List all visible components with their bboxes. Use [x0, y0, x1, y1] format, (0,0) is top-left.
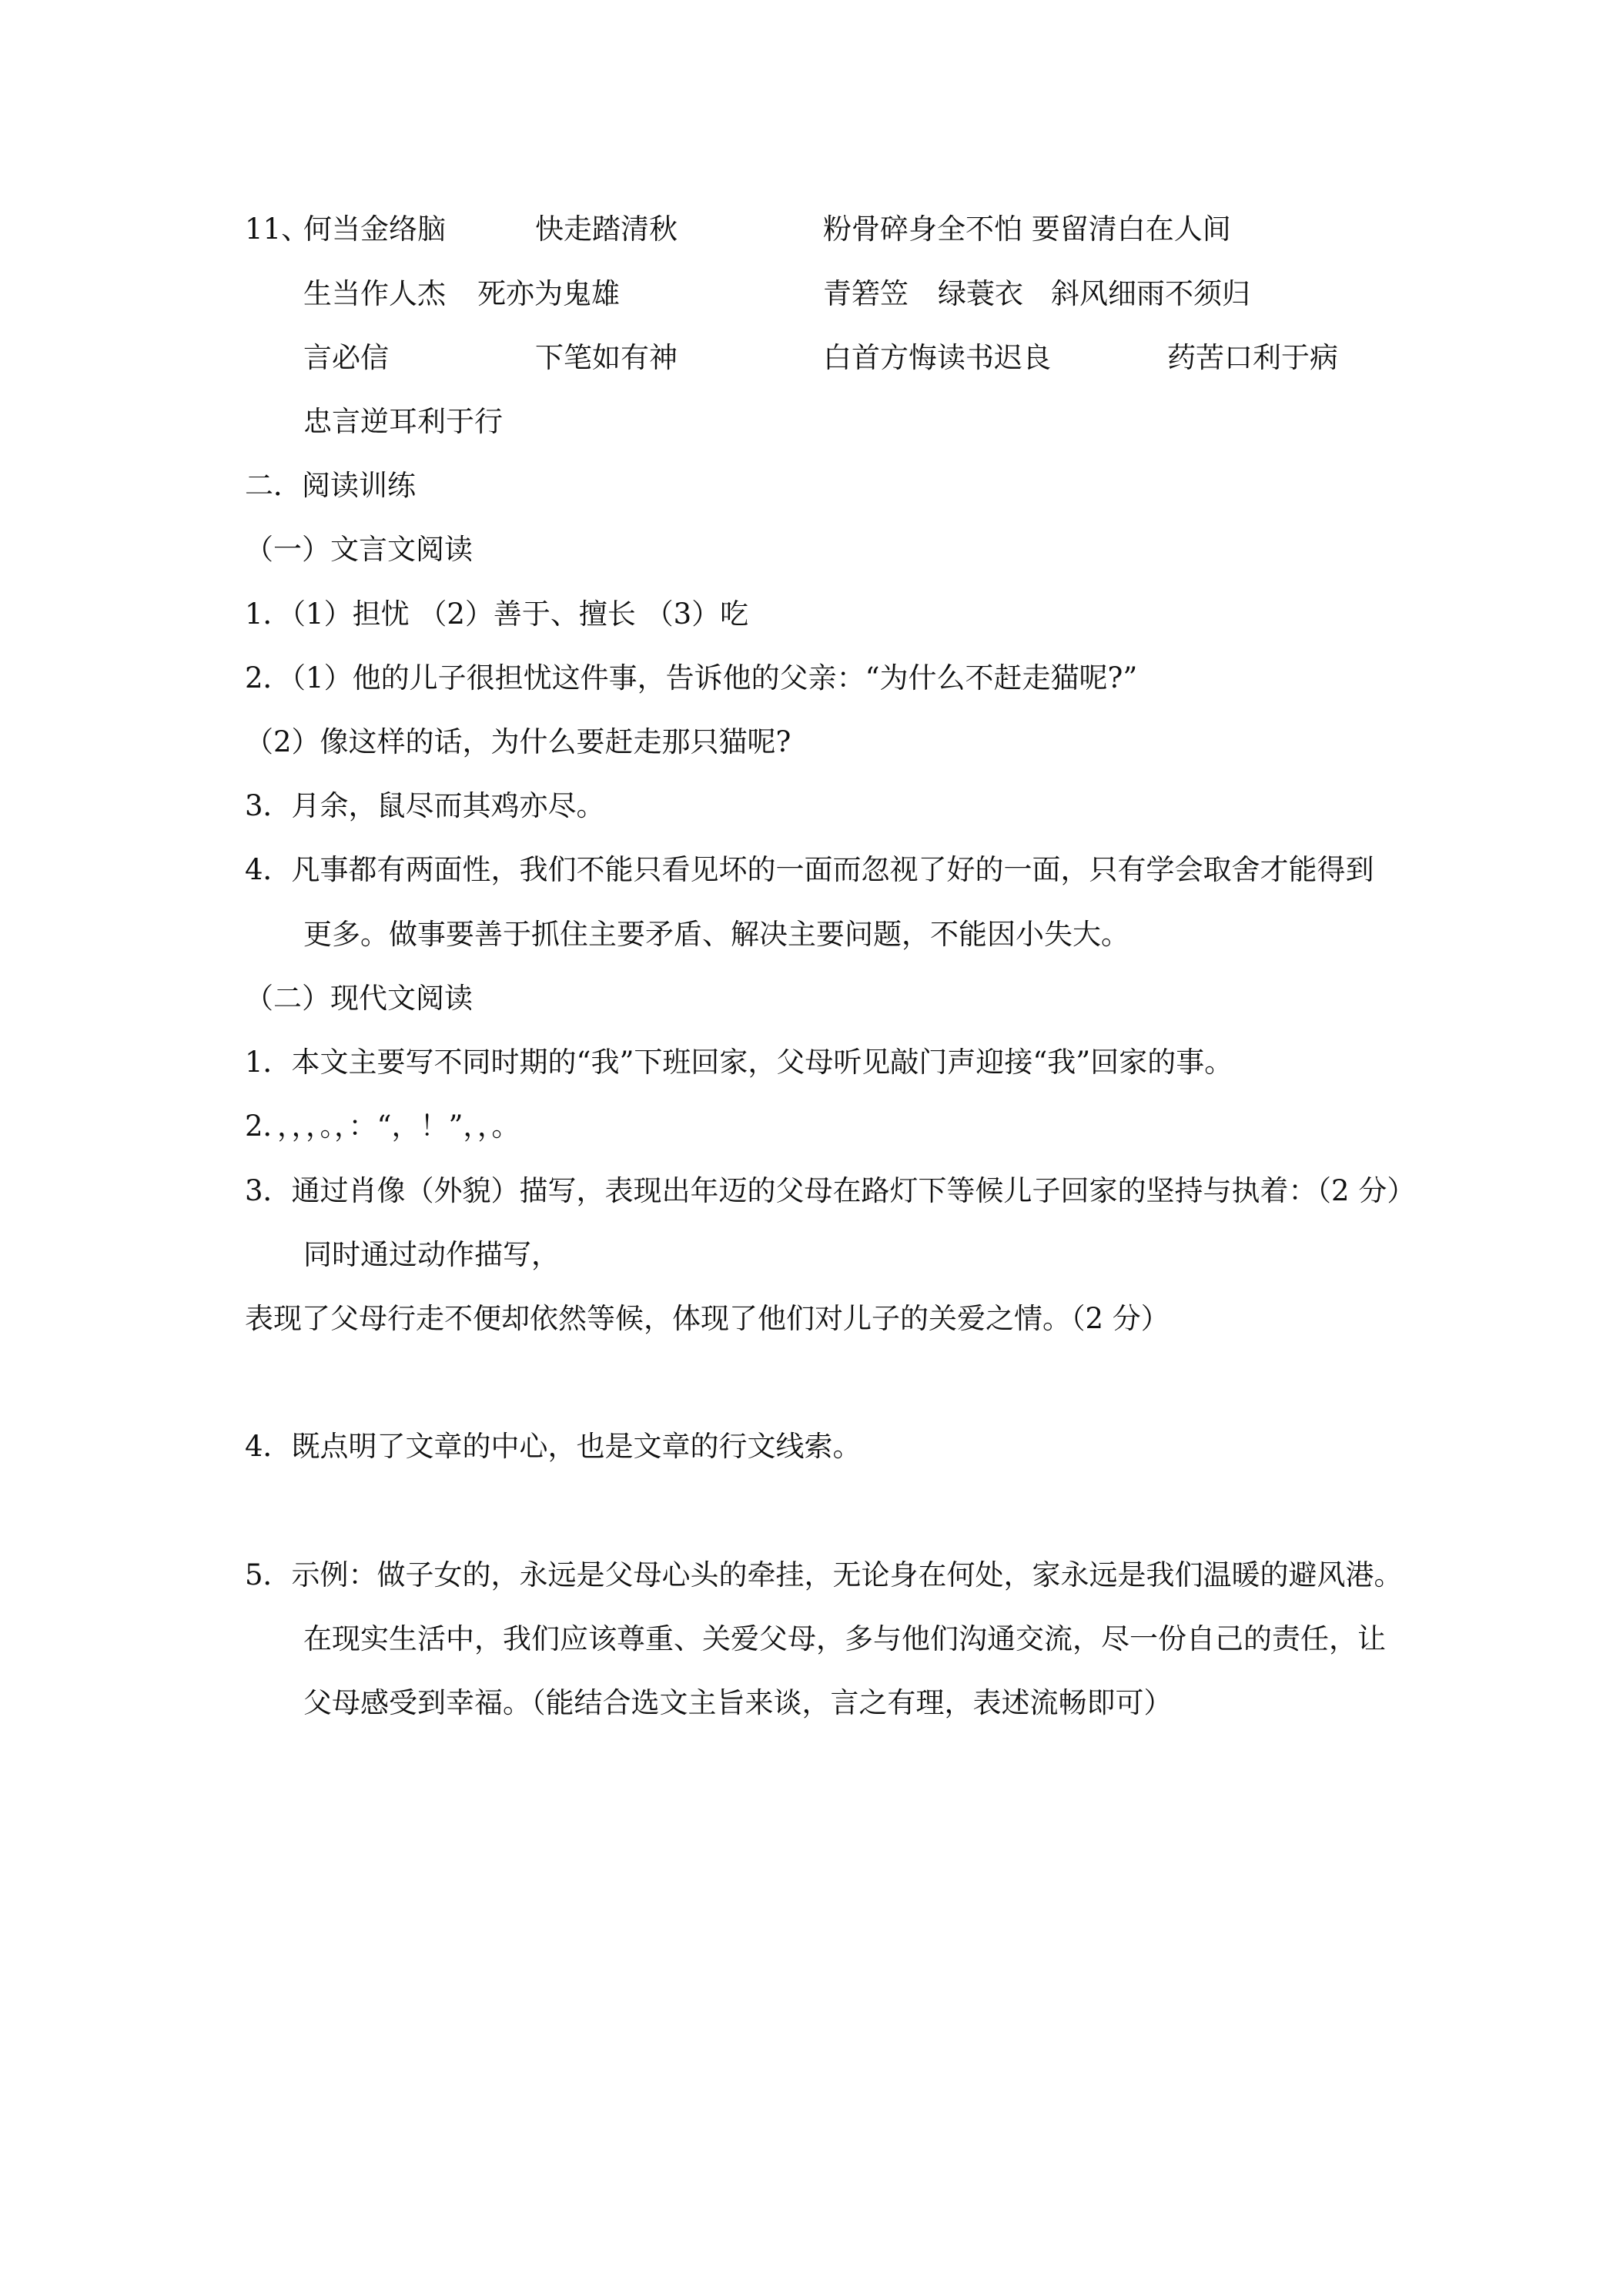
- answer-line: 3．通过肖像（外貌）描写，表现出年迈的父母在路灯下等候儿子回家的坚持与执着：（2 分）: [245, 1174, 1416, 1207]
- poem-line: 死亦为鬼雄: [477, 277, 620, 310]
- section-heading: 二．阅读训练: [245, 469, 416, 502]
- poem-line: 言必信: [303, 341, 389, 374]
- answer-line: 2．（1）他的儿子很担忧这件事，告诉他的父亲：“为什么不赶走猫呢?”: [245, 661, 1138, 694]
- subsection-heading: （二）现代文阅读: [245, 982, 473, 1015]
- answer-line: 4．凡事都有两面性，我们不能只看见坏的一面而忽视了好的一面，只有学会取舍才能得到: [245, 853, 1374, 886]
- answer-line: 更多。做事要善于抓住主要矛盾、解决主要问题，不能因小失大。: [303, 918, 1129, 951]
- poem-line: 青箬笠: [823, 277, 909, 310]
- subsection-heading: （一）文言文阅读: [245, 533, 473, 566]
- answer-line: 1．（1）担忧 （2）善于、擅长 （3）吃: [245, 597, 749, 631]
- poem-line: 药苦口利于病: [1167, 341, 1338, 374]
- poem-line: 快走踏清秋: [535, 213, 678, 246]
- answer-line: 表现了父母行走不便却依然等候，体现了他们对儿子的关爱之情。（2 分）: [245, 1302, 1170, 1335]
- poem-line: 何当金络脑: [303, 213, 446, 246]
- answer-line: 2．，，，。，：“，！”，，。: [245, 1110, 520, 1143]
- poem-line: 白首方悔读书迟良: [823, 341, 1051, 374]
- poem-line: 粉骨碎身全不怕 要留清白在人间: [823, 213, 1231, 246]
- answer-line: 3．月余，鼠尽而其鸡亦尽。: [245, 789, 605, 822]
- answer-line: 父母感受到幸福。（能结合选文主旨来谈，言之有理，表述流畅即可）: [303, 1686, 1173, 1719]
- q11-number: 11、: [245, 213, 310, 246]
- poem-line: 绿蓑衣: [938, 277, 1023, 310]
- answer-line: 5．示例：做子女的，永远是父母心头的牵挂，无论身在何处，家永远是我们温暖的避风港。: [245, 1558, 1403, 1591]
- poem-line: 下笔如有神: [535, 341, 678, 374]
- answer-line: 同时通过动作描写，: [303, 1238, 560, 1271]
- poem-line: 生当作人杰: [303, 277, 446, 310]
- answer-line: 1．本文主要写不同时期的“我”下班回家，父母听见敲门声迎接“我”回家的事。: [245, 1046, 1233, 1079]
- poem-line: 斜风细雨不须归: [1051, 277, 1250, 310]
- answer-line: 4．既点明了文章的中心，也是文章的行文线索。: [245, 1430, 862, 1463]
- answer-line: 在现实生活中，我们应该尊重、关爱父母，多与他们沟通交流，尽一份自己的责任，让: [303, 1622, 1386, 1655]
- answer-line: （2）像这样的话，为什么要赶走那只猫呢?: [245, 725, 791, 758]
- poem-line: 忠言逆耳利于行: [303, 405, 503, 438]
